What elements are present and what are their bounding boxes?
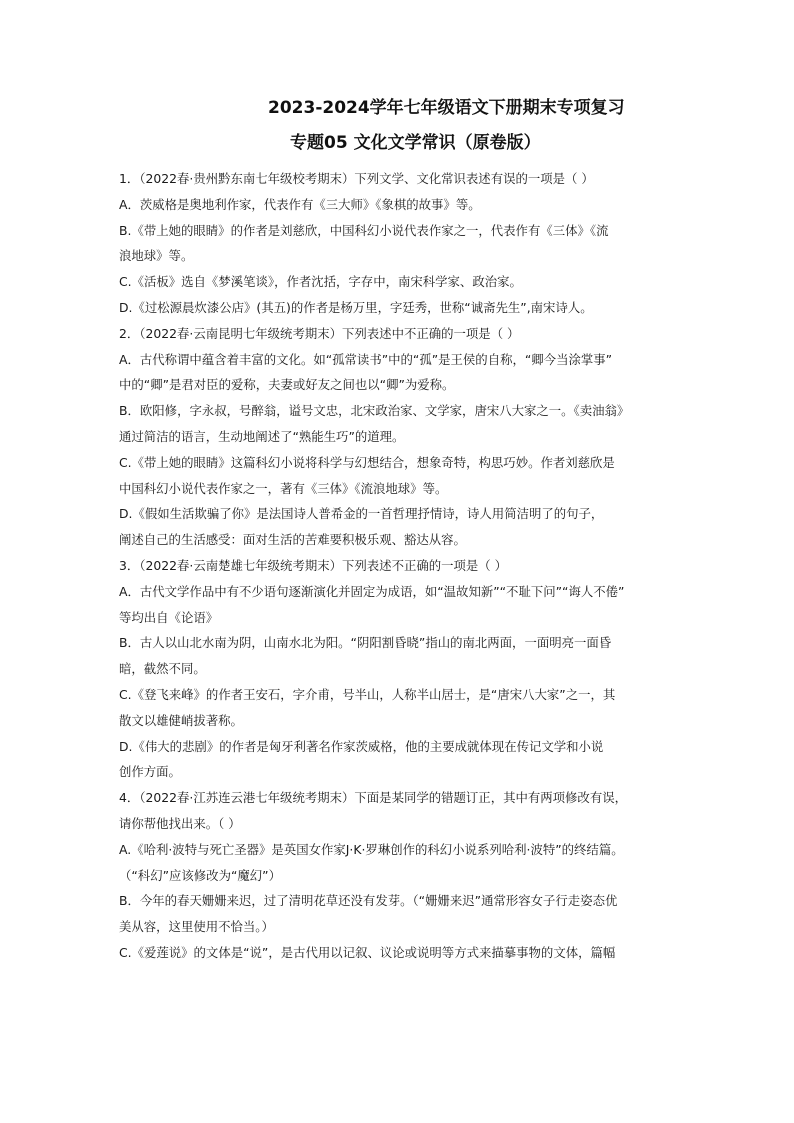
- question-4-option-b-cont: 美从容，这里使用不恰当。）: [119, 919, 274, 935]
- question-3-option-d-cont: 创作方面。: [119, 764, 181, 780]
- question-1-stem: 1．（2022春·贵州黔东南七年级校考期末）下列文学、文化常识表述有误的一项是（ ）: [119, 171, 594, 186]
- question-3-option-c-cont: 散文以雄健峭拔著称。: [119, 712, 243, 728]
- question-4-stem-cont: 请你帮他找出来。（ ）: [119, 815, 241, 831]
- question-2-option-d-cont: 阐述自己的生活感受：面对生活的苦难要积极乐观、豁达从容。: [119, 532, 466, 548]
- question-2-option-d: D.《假如生活欺骗了你》是法国诗人普希金的一首哲理抒情诗，诗人用简洁明了的句子，: [119, 506, 604, 522]
- question-4-option-c: C.《爱莲说》的文体是“说”，是古代用以记叙、议论或说明等方式来描摹事物的文体，篇幅: [119, 944, 616, 960]
- question-2-option-b-cont: 通过简洁的语言，生动地阐述了“熟能生巧”的道理。: [119, 428, 405, 444]
- question-2-option-c: C.《带上她的眼睛》这篇科幻小说将科学与幻想结合，想象奇特，构思巧妙。作者刘慈欣是: [119, 454, 615, 470]
- question-3-option-a: A．古代文学作品中有不少语句逐渐演化并固定为成语，如“温故知新”“不耻下问”“诲人不倦”: [119, 583, 625, 599]
- question-1-option-d: D.《过松源晨炊漆公店》(其五)的作者是杨万里，字廷秀，世称“诚斋先生”,南宋诗人。: [119, 299, 593, 315]
- question-content: [119, 166, 689, 966]
- document-subtitle: 专题05 文化文学常识（原卷版）: [290, 133, 541, 153]
- question-1-option-a: A．茨威格是奥地利作家，代表作有《三大师》《象棋的故事》等。: [119, 196, 481, 212]
- question-2-option-a: A．古代称谓中蕴含着丰富的文化。如“孤常读书”中的“孤”是王侯的自称，“卿今当涂掌事”: [119, 351, 613, 367]
- question-4-option-a: A.《哈利·波特与死亡圣器》是英国女作家J·K·罗琳创作的科幻小说系列哈利·波特”的终结篇。: [119, 841, 624, 857]
- question-2-option-c-cont: 中国科幻小说代表作家之一，著有《三体》《流浪地球》等。: [119, 480, 448, 496]
- question-2-stem: 2．（2022春·云南昆明七年级统考期末）下列表述中不正确的一项是（ ）: [119, 325, 520, 341]
- question-3-option-c: C.《登飞来峰》的作者王安石，字介甫，号半山，人称半山居士，是“唐宋八大家”之一，其: [119, 686, 616, 702]
- question-3-stem: 3．（2022春·云南楚雄七年级统考期末）下列表述不正确的一项是（ ）: [119, 557, 508, 573]
- question-4-option-a-cont: （“科幻”应该修改为“魔幻”）: [119, 867, 281, 883]
- question-1-option-b-cont: 浪地球》等。: [119, 248, 194, 264]
- question-2-option-a-cont: 中的“卿”是君对臣的爱称，夫妻或好友之间也以“卿”为爱称。: [119, 377, 455, 393]
- question-2-option-b: B．欧阳修，字永叔，号醉翁，谥号文忠，北宋政治家、文学家，唐宋八大家之一。《卖油翁》: [119, 403, 630, 419]
- question-3-option-a-cont: 等均出自《论语》: [119, 609, 219, 625]
- question-1-option-c: C.《活板》选自《梦溪笔谈》，作者沈括，字存中，南宋科学家、政治家。: [119, 274, 522, 290]
- question-3-option-b-cont: 暗，截然不同。: [119, 661, 206, 677]
- question-1-option-b: B.《带上她的眼睛》的作者是刘慈欣，中国科幻小说代表作家之一，代表作有《三体》《流: [119, 222, 609, 238]
- question-3-option-d: D.《伟大的悲剧》的作者是匈牙利著名作家茨威格，他的主要成就体现在传记文学和小说: [119, 738, 604, 754]
- document-title: 2023-2024学年七年级语文下册期末专项复习: [268, 98, 625, 118]
- question-4-stem: 4．（2022春·江苏连云港七年级统考期末）下面是某同学的错题订正，其中有两项修改有误，: [119, 790, 627, 806]
- question-3-option-b: B．古人以山北水南为阴，山南水北为阳。“阴阳割昏晓”指山的南北两面，一面明亮一面昏: [119, 635, 612, 651]
- question-4-option-b: B．今年的春天姗姗来迟，过了清明花草还没有发芽。（“姗姗来迟”通常形容女子行走姿态优: [119, 893, 618, 909]
